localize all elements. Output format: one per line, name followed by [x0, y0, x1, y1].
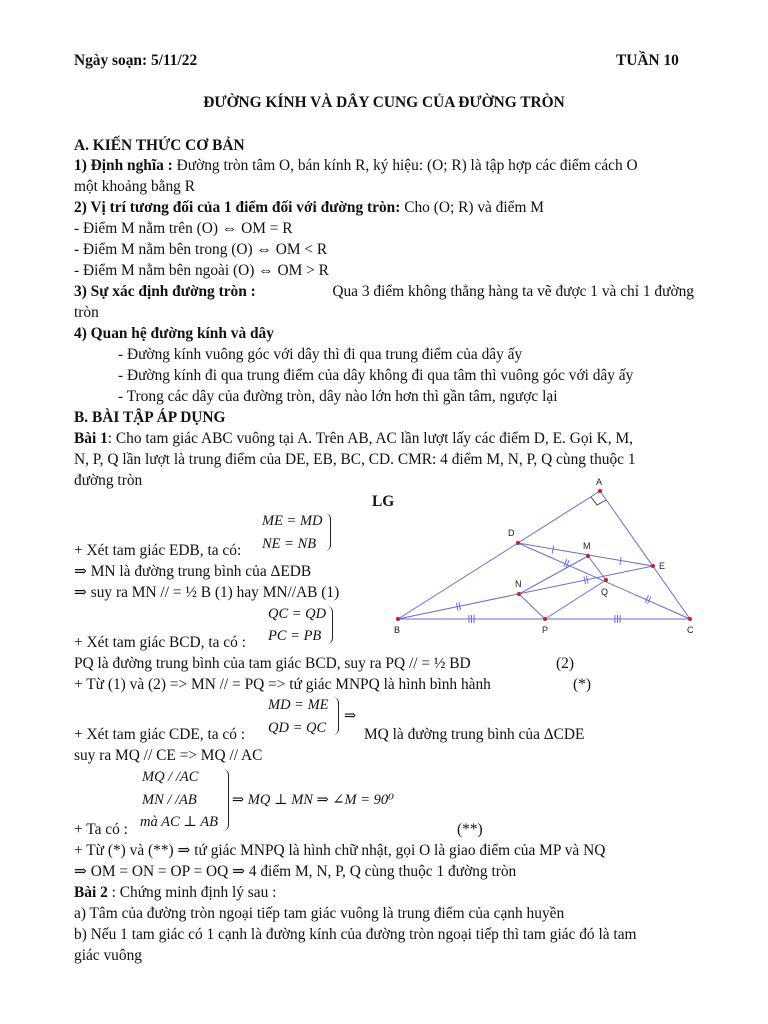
tick-mark — [645, 595, 648, 602]
point-P — [543, 617, 547, 621]
definition-line-2: một khoảng bằng R — [74, 178, 195, 195]
exercise-2-text: : Chứng minh định lý sau : — [107, 884, 277, 901]
solution-line-7: + Xét tam giác CDE, ta có : — [74, 726, 246, 743]
system-1-eq-1: ME = MD — [262, 513, 323, 529]
solution-line-6: + Từ (1) và (2) => MN // = PQ => tứ giác MNPQ là hình bình hành — [74, 676, 491, 693]
equation-ref-2: (2) — [556, 655, 574, 672]
solution-line-10: + Từ (*) và (**) ⇒ tứ giác MNPQ là hình chữ nhật, gọi O là giao điểm của MP và NQ — [74, 842, 606, 859]
solution-line-3: ⇒ suy ra MN // = ½ B (1) hay MN//AB (1) — [74, 584, 340, 601]
system-4-eq-2: MN / /AB — [142, 792, 197, 808]
point-E — [651, 564, 655, 568]
equation-ref-star: (*) — [573, 676, 591, 693]
date-header: Ngày soạn: 5/11/22 — [74, 52, 198, 69]
position-line — [74, 198, 544, 218]
determination-text: Qua 3 điểm không thẳng hàng ta vẽ được 1 và chỉ 1 đường — [332, 283, 694, 300]
exercise-2-label: Bài 2 — [74, 884, 108, 901]
tick-mark — [566, 560, 569, 567]
point-M — [586, 554, 590, 558]
exercise-2-part-a: a) Tâm của đường tròn ngoại tiếp tam giác vuông là trung điểm của cạnh huyền — [74, 905, 565, 922]
relation-item-3: - Trong các dây của đường tròn, dây nào lớn hơn thì gần tâm, ngược lại — [118, 388, 558, 405]
position-text: Cho (O; R) và điểm M — [400, 199, 544, 216]
solution-label: LG — [372, 493, 395, 510]
determination-label: 3) Sự xác định đường tròn : — [74, 283, 256, 300]
exercise-2-line — [74, 883, 276, 903]
solution-line-7b: MQ là đường trung bình của ΔCDE — [364, 726, 585, 743]
system-4-eq-1: MQ / /AC — [142, 769, 199, 785]
determination-line — [74, 282, 694, 302]
definition-text: Đường tròn tâm O, bán kính R, ký hiệu: (O; R) là tập hợp các điểm cách O — [172, 157, 638, 174]
segment-PQ — [545, 580, 609, 619]
label-B: B — [394, 625, 401, 635]
point-D — [516, 541, 520, 545]
system-4-brace — [222, 769, 229, 831]
segment-AC — [600, 491, 690, 619]
segment-QM — [588, 556, 606, 580]
system-1-brace — [324, 513, 331, 551]
system-3-implies: ⇒ — [344, 708, 357, 724]
point-C — [688, 617, 692, 621]
segment-DE — [518, 543, 653, 566]
relation-item-2: - Đường kính đi qua trung điểm của dây không đi qua tâm thì vuông góc với dây ấy — [118, 367, 634, 384]
system-3-brace — [332, 697, 339, 735]
segment-CD — [518, 543, 690, 619]
system-2-eq-1: QC = QD — [268, 606, 327, 622]
tick-mark — [647, 596, 650, 603]
exercise-1-text: : Cho tam giác ABC vuông tại A. Trên AB, AC lần lượt lấy các điểm D, E. Gọi K, M, — [107, 430, 633, 447]
segment-MN — [519, 556, 588, 594]
solution-line-4: + Xét tam giác BCD, ta có : — [74, 634, 246, 651]
solution-line-1: + Xét tam giác EDB, ta có: — [74, 542, 242, 559]
week-header: TUẦN 10 — [616, 52, 679, 69]
tick-mark — [552, 546, 553, 554]
page-title: ĐƯỜNG KÍNH VÀ DÂY CUNG CỦA ĐƯỜNG TRÒN — [203, 94, 565, 111]
system-4-eq-3: mà AC ⊥ AB — [140, 814, 218, 830]
label-C: C — [687, 625, 694, 635]
tick-mark — [456, 603, 458, 611]
exercise-1-line-3: đường tròn — [74, 472, 143, 489]
label-N: N — [515, 579, 522, 589]
solution-line-11: ⇒ OM = ON = OP = OQ ⇒ 4 điểm M, N, P, Q cùng thuộc 1 đường tròn — [74, 863, 517, 880]
determination-line-2: tròn — [74, 304, 99, 321]
tick-mark — [564, 559, 567, 566]
tick-mark — [620, 557, 621, 565]
relation-item-1: - Đường kính vuông góc với dây thì đi qua trung điểm của dây ấy — [118, 346, 523, 363]
point-Q — [604, 578, 608, 582]
tick-mark — [586, 576, 588, 584]
solution-line-9: + Ta có : — [74, 821, 128, 838]
segment-NP — [519, 594, 545, 619]
section-b-heading: B. BÀI TẬP ÁP DỤNG — [74, 409, 226, 426]
exercise-1-line-2: N, P, Q lần lượt là trung điểm của DE, EB, BC, CD. CMR: 4 điểm M, N, P, Q cùng thuộc 1 — [74, 451, 636, 468]
tick-mark — [459, 602, 461, 610]
label-Q: Q — [601, 587, 609, 597]
relation-heading: 4) Quan hệ đường kính và dây — [74, 325, 274, 342]
label-D: D — [508, 528, 515, 538]
right-angle-mark — [591, 497, 606, 505]
position-label: 2) Vị trí tương đối của 1 điểm đối với đường tròn: — [74, 199, 401, 216]
section-a-heading: A. KIẾN THỨC CƠ BẢN — [74, 137, 245, 154]
exercise-1-label: Bài 1 — [74, 430, 108, 447]
solution-line-5: PQ là đường trung bình của tam giác BCD, suy ra PQ // = ½ BD — [74, 655, 471, 672]
label-A: A — [596, 477, 603, 487]
segment-AB — [398, 491, 600, 619]
position-item-3: - Điểm M nằm bên ngoài (O) ⇔ OM > R — [74, 262, 329, 279]
exercise-1-line — [74, 429, 633, 449]
label-M: M — [583, 541, 591, 551]
definition-label: 1) Định nghĩa : — [74, 157, 173, 174]
exercise-2-part-b-2: giác vuông — [74, 947, 142, 964]
point-B — [396, 617, 400, 621]
system-1-eq-2: NE = NB — [262, 536, 317, 552]
definition-line — [74, 156, 638, 176]
point-A — [598, 489, 602, 493]
solution-line-8: suy ra MQ // CE => MQ // AC — [74, 747, 263, 764]
label-E: E — [659, 561, 666, 571]
position-item-2: - Điểm M nằm bên trong (O) ⇔ OM < R — [74, 241, 328, 258]
point-N — [517, 592, 521, 596]
position-item-1: - Điểm M nằm trên (O) ⇔ OM = R — [74, 220, 293, 237]
system-3-eq-2: QD = QC — [268, 720, 327, 736]
tick-mark — [584, 576, 586, 584]
exercise-2-part-b: b) Nếu 1 tam giác có 1 cạnh là đường kính của đường tròn ngoại tiếp thì tam giác đó là tam — [74, 926, 637, 943]
solution-line-2: ⇒ MN là đường trung bình của ΔEDB — [74, 563, 312, 580]
system-2-eq-2: PC = PB — [268, 628, 322, 644]
segment-BE — [398, 566, 653, 619]
system-4-conclusion: ⇒ MQ ⊥ MN ⇒ ∠M = 90⁰ — [232, 792, 394, 808]
system-2-brace — [326, 606, 333, 644]
label-P: P — [542, 625, 549, 635]
system-3-eq-1: MD = ME — [268, 697, 329, 713]
equation-ref-double-star: (**) — [457, 821, 483, 838]
